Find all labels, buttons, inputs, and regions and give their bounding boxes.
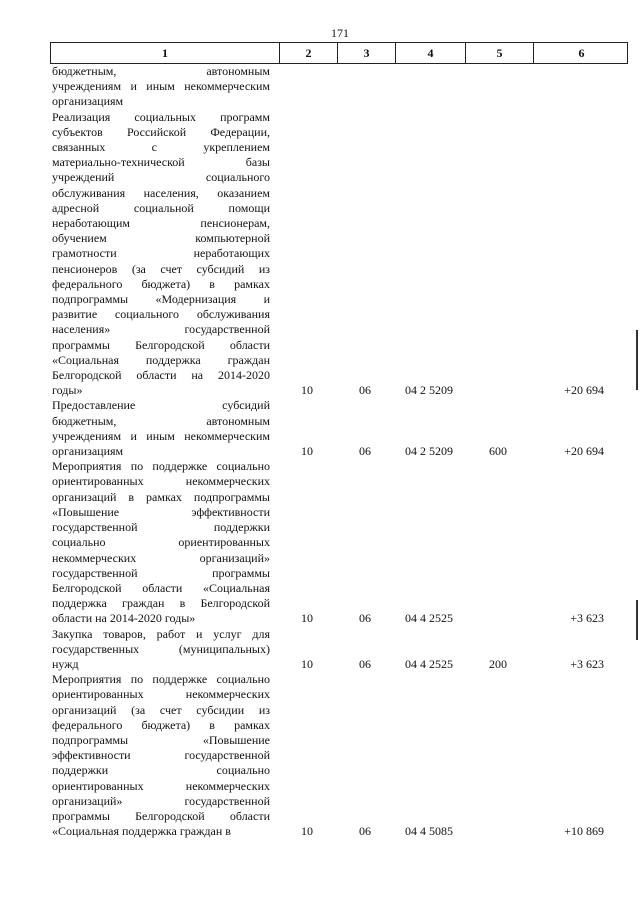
scan-edge-mark bbox=[636, 330, 638, 390]
row-description bbox=[50, 627, 278, 673]
description-line: организаций в рамках подпрограммы bbox=[52, 489, 270, 504]
description-line: бюджетным, автономным bbox=[52, 64, 270, 78]
column-header-6: 6 bbox=[533, 43, 629, 63]
description-line: обслуживания населения, оказанием bbox=[52, 185, 270, 200]
table-body bbox=[50, 64, 628, 839]
amount-cell: +20 694 bbox=[564, 444, 604, 459]
table-row bbox=[50, 627, 628, 673]
subsection-cell: 06 bbox=[359, 611, 371, 626]
column-header-4: 4 bbox=[395, 43, 465, 63]
description-line: эффективности государственной bbox=[52, 748, 270, 763]
table-row bbox=[50, 110, 628, 399]
description-line: поддержки социально bbox=[52, 763, 270, 778]
description-line: нужд bbox=[52, 656, 79, 671]
description-line: адресной социальной помощи bbox=[52, 200, 270, 215]
column-header-3: 3 bbox=[337, 43, 395, 63]
subsection-cell: 06 bbox=[359, 824, 371, 839]
description-line: некоммерческих организаций» bbox=[52, 550, 270, 565]
column-header-1: 1 bbox=[162, 45, 168, 60]
target-article-cell: 04 4 2525 bbox=[405, 611, 453, 626]
description-line: материально-технической базы bbox=[52, 155, 270, 170]
amount-cell: +10 869 bbox=[564, 824, 604, 839]
row-description bbox=[50, 672, 278, 839]
description-line: учреждений социального bbox=[52, 170, 270, 185]
target-article-cell: 04 4 2525 bbox=[405, 656, 453, 671]
row-description bbox=[50, 459, 278, 626]
description-line: ориентированных некоммерческих bbox=[52, 687, 270, 702]
target-article-cell: 04 2 5209 bbox=[405, 444, 453, 459]
description-line: социально ориентированных bbox=[52, 535, 270, 550]
description-line: обучением компьютерной bbox=[52, 231, 270, 246]
description-line: бюджетным, автономным bbox=[52, 413, 270, 428]
description-line: программы Белгородской области bbox=[52, 337, 270, 352]
expense-type-cell: 200 bbox=[489, 656, 507, 671]
description-line: государственной поддержки bbox=[52, 520, 270, 535]
column-header-5: 5 bbox=[465, 43, 533, 63]
section-cell: 10 bbox=[301, 824, 313, 839]
description-line: связанных с укреплением bbox=[52, 140, 270, 155]
row-description bbox=[50, 64, 278, 110]
table-row bbox=[50, 64, 628, 110]
description-line: организаций (за счет субсидии из bbox=[52, 702, 270, 717]
description-line: государственных (муниципальных) bbox=[52, 641, 270, 656]
description-line: организациям bbox=[52, 444, 124, 459]
section-cell: 10 bbox=[301, 611, 313, 626]
description-line: федерального бюджета) в рамках bbox=[52, 717, 270, 732]
description-line: федерального бюджета) в рамках bbox=[52, 276, 270, 291]
description-line: «Социальная поддержка граждан bbox=[52, 352, 270, 367]
table-row bbox=[50, 672, 628, 839]
description-line: неработающим пенсионерам, bbox=[52, 216, 270, 231]
description-line: развитие социального обслуживания bbox=[52, 307, 270, 322]
row-description bbox=[50, 110, 278, 399]
subsection-cell: 06 bbox=[359, 444, 371, 459]
target-article-cell: 04 2 5209 bbox=[405, 383, 453, 398]
description-line: программы Белгородской области bbox=[52, 808, 270, 823]
description-line: годы» bbox=[52, 383, 83, 398]
subsection-cell: 06 bbox=[359, 656, 371, 671]
description-line: Мероприятия по поддержке социально bbox=[52, 459, 270, 474]
description-line: Белгородской области «Социальная bbox=[52, 580, 270, 595]
table-row bbox=[50, 459, 628, 626]
description-line: Предоставление субсидий bbox=[52, 398, 270, 413]
description-line: «Социальная поддержка граждан в bbox=[52, 824, 231, 839]
description-line: учреждениям и иным некоммерческим bbox=[52, 79, 270, 94]
description-line: Реализация социальных программ bbox=[52, 109, 270, 124]
description-line: ориентированных некоммерческих bbox=[52, 474, 270, 489]
table-row bbox=[50, 398, 628, 459]
section-cell: 10 bbox=[301, 444, 313, 459]
description-line: Закупка товаров, работ и услуг для bbox=[52, 626, 270, 641]
amount-cell: +20 694 bbox=[564, 383, 604, 398]
amount-cell: +3 623 bbox=[570, 611, 604, 626]
row-description bbox=[50, 398, 278, 459]
description-line: «Повышение эффективности bbox=[52, 504, 270, 519]
description-line: государственной программы bbox=[52, 565, 270, 580]
description-line: Мероприятия по поддержке социально bbox=[52, 672, 270, 687]
description-line: подпрограммы «Повышение bbox=[52, 732, 270, 747]
description-line: Белгородской области на 2014-2020 bbox=[52, 368, 270, 383]
subsection-cell: 06 bbox=[359, 383, 371, 398]
expense-type-cell: 600 bbox=[489, 444, 507, 459]
description-line: пенсионеров (за счет субсидий из bbox=[52, 261, 270, 276]
description-line: субъектов Российской Федерации, bbox=[52, 124, 270, 139]
description-line: ориентированных некоммерческих bbox=[52, 778, 270, 793]
description-line: области на 2014-2020 годы» bbox=[52, 611, 196, 626]
scan-edge-mark bbox=[636, 600, 638, 640]
target-article-cell: 04 4 5085 bbox=[405, 824, 453, 839]
description-line: грамотности неработающих bbox=[52, 246, 270, 261]
description-line: населения» государственной bbox=[52, 322, 270, 337]
description-line: организациям bbox=[52, 94, 124, 109]
section-cell: 10 bbox=[301, 656, 313, 671]
amount-cell: +3 623 bbox=[570, 656, 604, 671]
page-number: 171 bbox=[331, 26, 349, 40]
table-header bbox=[50, 42, 628, 64]
section-cell: 10 bbox=[301, 383, 313, 398]
description-line: подпрограммы «Модернизация и bbox=[52, 292, 270, 307]
description-line: поддержка граждан в Белгородской bbox=[52, 596, 270, 611]
description-line: учреждениям и иным некоммерческим bbox=[52, 428, 270, 443]
description-line: организаций» государственной bbox=[52, 793, 270, 808]
column-header-2: 2 bbox=[279, 43, 337, 63]
